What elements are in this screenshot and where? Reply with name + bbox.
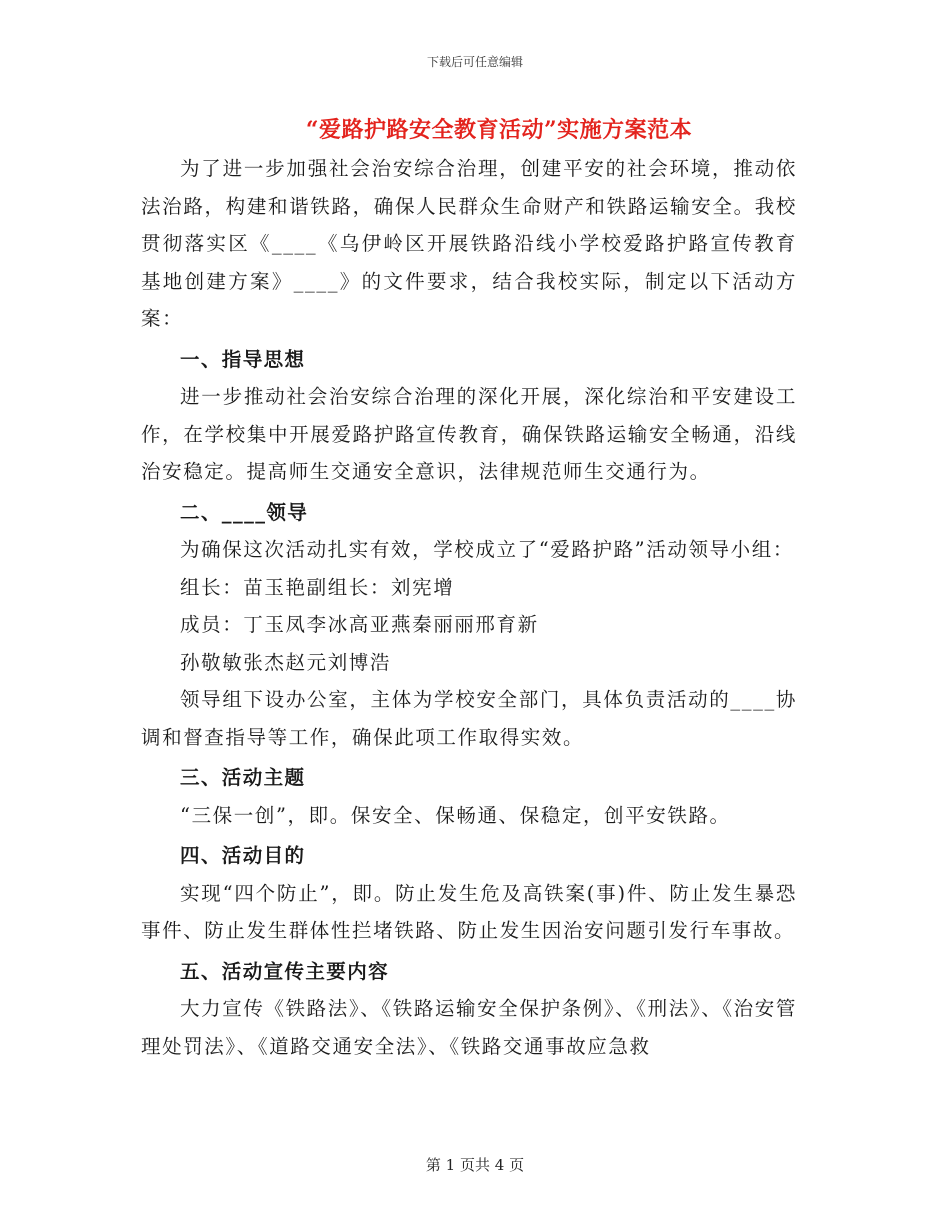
section-2-paragraph-2: 领导组下设办公室，主体为学校安全部门，具体负责活动的____协调和督查指导等工作，确保此项工作取得实效。 bbox=[141, 688, 797, 749]
intro-paragraph: 为了进一步加强社会治安综合治理，创建平安的社会环境，推动依法治路，构建和谐铁路，确保人民群众生命财产和铁路运输安全。我校贯彻落实区《____《乌伊岭区开展铁路沿线小学校爱路护路宣传教育基地创建方案》____》的文件要求，结合我校实际，制定以下活动方案： bbox=[141, 157, 797, 330]
section-2-heading: 二、____领导 bbox=[180, 500, 309, 524]
section-2-paragraph-1: 为确保这次活动扎实有效，学校成立了“爱路护路”活动领导小组： bbox=[180, 538, 794, 561]
page-number: 第 1 页共 4 页 bbox=[425, 1156, 525, 1174]
section-2-members-line: 成员：丁玉凤李冰高亚燕秦丽丽邢育新 bbox=[180, 613, 539, 636]
header-note: 下载后可任意编辑 bbox=[426, 55, 523, 69]
document-body bbox=[141, 150, 797, 1065]
document-title: “爱路护路安全教育活动”实施方案范本 bbox=[305, 117, 693, 143]
section-1-heading: 一、指导思想 bbox=[180, 347, 306, 371]
section-3-heading: 三、活动主题 bbox=[180, 766, 306, 789]
section-5-heading: 五、活动宣传主要内容 bbox=[180, 959, 390, 983]
section-1-paragraph: 进一步推动社会治安综合治理的深化开展，深化综治和平安建设工作，在学校集中开展爱路护路宣传教育，确保铁路运输安全畅通，沿线治安稳定。提高师生交通安全意识，法律规范师生交通行为。 bbox=[141, 385, 797, 483]
section-2-members-line-2: 孙敬敏张杰赵元刘博浩 bbox=[180, 650, 392, 674]
section-5-paragraph: 大力宣传《铁路法》、《铁路运输安全保护条例》、《刑法》、《治安管理处罚法》、《道路交通安全法》、《铁路交通事故应急救 bbox=[141, 997, 797, 1058]
section-4-heading: 四、活动目的 bbox=[180, 844, 306, 867]
section-2-leader-line: 组长：苗玉艳副组长：刘宪增 bbox=[180, 575, 455, 599]
section-3-paragraph: “三保一创”，即。保安全、保畅通、保稳定，创平安铁路。 bbox=[180, 803, 731, 827]
section-4-paragraph: 实现“四个防止”，即。防止发生危及高铁案(事)件、防止发生暴恐事件、防止发生群体性拦堵铁路、防止发生因治安问题引发行车事故。 bbox=[141, 881, 797, 942]
